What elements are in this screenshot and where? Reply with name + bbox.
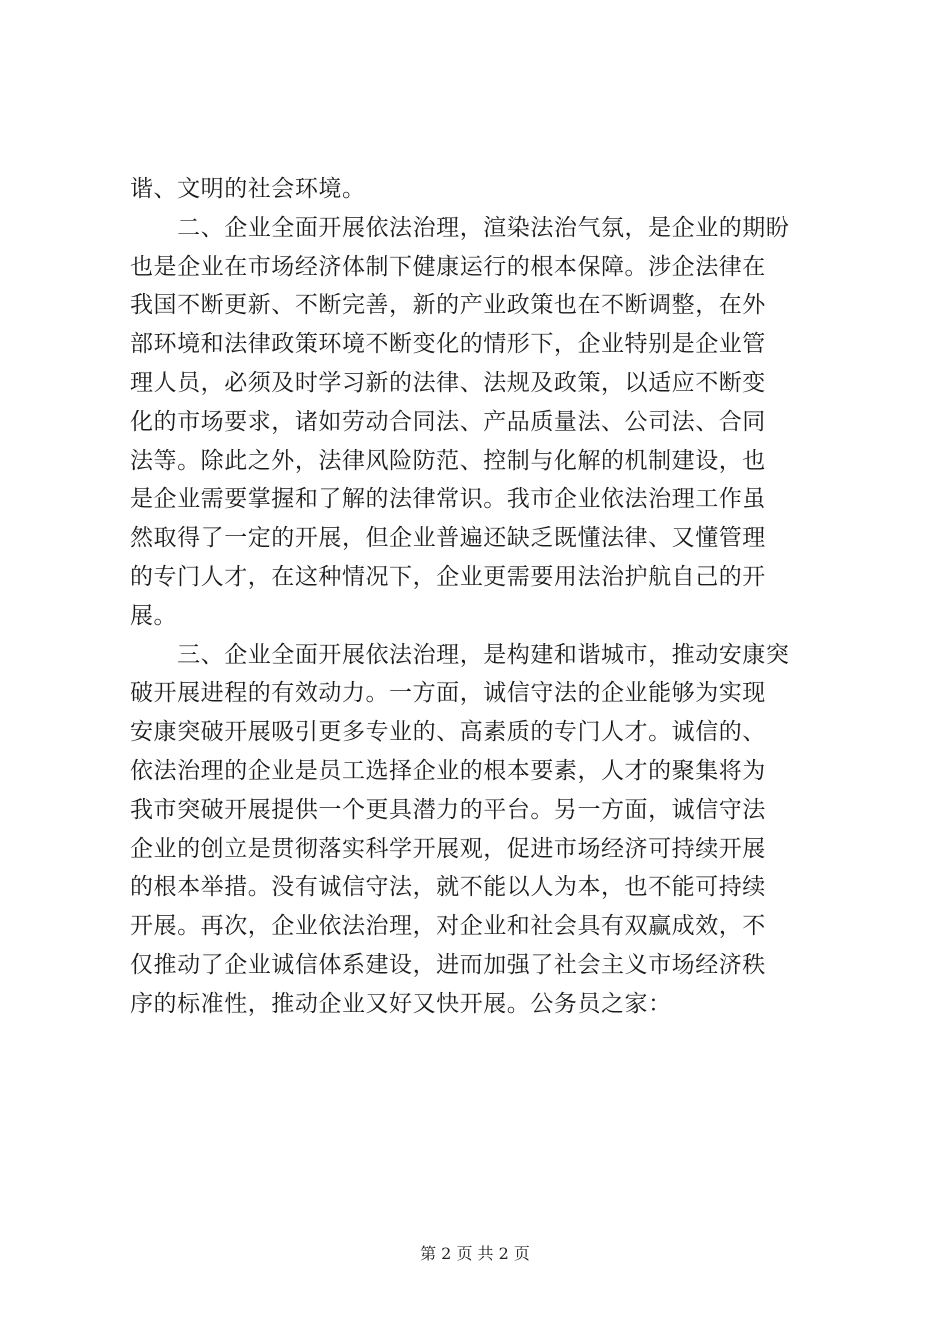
text-line: 化的市场要求，诸如劳动合同法、产品质量法、公司法、合同 [130, 408, 766, 435]
text-line: 然取得了一定的开展，但企业普遍还缺乏既懂法律、又懂管理 [130, 525, 766, 552]
text-line: 理人员，必须及时学习新的法律、法规及政策，以适应不断变 [130, 369, 766, 396]
text-line: 开展。再次，企业依法治理，对企业和社会具有双赢成效，不 [130, 913, 766, 940]
text-line: 依法治理的企业是员工选择企业的根本要素，人才的聚集将为 [130, 757, 766, 784]
text-line: 安康突破开展吸引更多专业的、高素质的专门人才。诚信的、 [130, 719, 766, 746]
text-line: 也是企业在市场经济体制下健康运行的根本保障。涉企法律在 [130, 253, 766, 280]
text-line: 我国不断更新、不断完善，新的产业政策也在不断调整，在外 [130, 292, 766, 319]
document-body [130, 170, 830, 1024]
text-line: 法等。除此之外，法律风险防范、控制与化解的机制建设，也 [130, 447, 766, 474]
text-line: 谐、文明的社会环境。 [130, 176, 366, 202]
page-number-footer: 第 2 页 共 2 页 [420, 1244, 530, 1263]
text-line: 破开展进程的有效动力。一方面，诚信守法的企业能够为实现 [130, 680, 766, 707]
text-line: 二、企业全面开展依法治理，渲染法治气氛，是企业的期盼 [130, 214, 790, 241]
text-line: 是企业需要掌握和了解的法律常识。我市企业依法治理工作虽 [130, 486, 766, 513]
text-line: 企业的创立是贯彻落实科学开展观，促进市场经济可持续开展 [130, 835, 766, 862]
text-line: 的专门人才，在这种情况下，企业更需要用法治护航自己的开 [130, 563, 766, 590]
text-line: 序的标准性，推动企业又好又快开展。公务员之家： [130, 990, 672, 1017]
text-line: 我市突破开展提供一个更具潜力的平台。另一方面，诚信守法 [130, 796, 766, 823]
text-line: 展。 [130, 602, 178, 629]
text-line: 部环境和法律政策环境不断变化的情形下，企业特别是企业管 [130, 331, 766, 358]
text-line: 三、企业全面开展依法治理，是构建和谐城市，推动安康突 [130, 641, 790, 668]
text-line: 的根本举措。没有诚信守法，就不能以人为本，也不能可持续 [130, 874, 766, 901]
text-line: 仅推动了企业诚信体系建设，进而加强了社会主义市场经济秩 [130, 951, 766, 978]
